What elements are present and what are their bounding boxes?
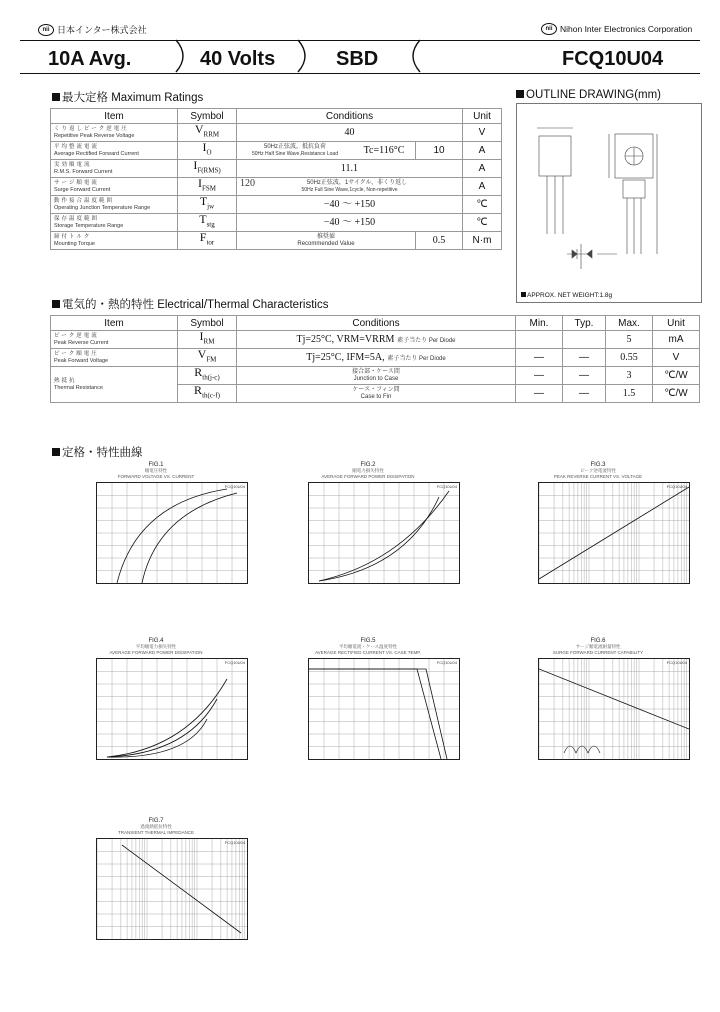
figure-title-jp: 平均順電力損失特性: [135, 644, 177, 649]
plot-grid: [539, 659, 689, 759]
curve-figure: [58, 462, 254, 584]
plot-grid: [309, 483, 459, 583]
figure-title-jp: 過渡熱抵抗特性: [140, 824, 172, 829]
table-row: くり返しピーク逆電圧 Repetitive Peak Reverse Voltage $V_{RRM}$ 40 V: [51, 124, 502, 142]
col-unit: Unit: [463, 109, 502, 124]
figure-label: FIG.1: [148, 462, 164, 468]
figure-plot: [538, 658, 690, 760]
max-ratings-title: 最大定格 Maximum Ratings: [52, 89, 203, 105]
table-row: 保存温度範囲 Storage Temperature Range $T_{stg}$ −40 ～ +150 ℃: [51, 214, 502, 232]
figure-plot: [308, 482, 460, 584]
figure-title-en: AVERAGE FORWARD POWER DISSIPATION: [109, 650, 203, 655]
figure-tag: FCQ10U04: [666, 484, 687, 489]
figure-label: FIG.5: [360, 638, 376, 644]
table-row: サージ順電流 Surge Forward Current $I_{FSM}$ 120 50Hz正弦波，1サイクル，非くり返し 50Hz Full Sine Wave,1cycle, Non-repetitive A: [51, 178, 502, 196]
figure-label: FIG.7: [148, 818, 164, 824]
figure-title-en: TRANSIENT THERMAL IMPEDANCE: [118, 830, 194, 835]
company-logo-left: [38, 23, 147, 36]
table-row: 動作接合温度範囲 Operating Junction Temperature Range $T_{jw}$ −40 ～ +150 ℃: [51, 196, 502, 214]
curve-figure: [270, 638, 466, 760]
figure-plot: [538, 482, 690, 584]
figure-plot: [96, 482, 248, 584]
device-type-text: SBD: [336, 48, 379, 70]
figure-title-en: FORWARD VOLTAGE VS. CURRENT: [117, 474, 195, 479]
figure-plot: [96, 658, 248, 760]
curve-figure: [270, 462, 466, 584]
curve-figure: [500, 638, 696, 760]
figure-title-jp: 平均順電流・ケース温度特性: [338, 644, 398, 649]
table-row: ピーク順電圧 Peak Forward Voltage $V_{FM}$ Tj=25°C, IFM=5A, 素子当たり Per Diode — — 0.55 V: [51, 349, 700, 367]
net-weight-text: APPROX. NET WEIGHT:1.8g: [521, 292, 612, 299]
company-name-en: Nihon Inter Electronics Corporation: [560, 24, 693, 34]
figure-tag: FCQ10U04: [224, 660, 245, 665]
curve-figure: [58, 638, 254, 760]
nii-logo-icon-right: nii: [541, 23, 557, 35]
plot-grid: [97, 483, 247, 583]
col-min: Min.: [516, 316, 563, 331]
table-row: 熱抵抗 Thermal Resistance $R_{th(j-c)}$ 接合部・ケース間 Junction to Case — — 3 ℃/W: [51, 367, 700, 385]
figure-title-jp: 順電圧特性: [144, 468, 168, 473]
plot-grid: [97, 659, 247, 759]
plot-grid: [539, 483, 689, 583]
col-max: Max.: [606, 316, 653, 331]
nii-logo-icon: nii: [38, 24, 54, 36]
voltage-text: 40 Volts: [200, 48, 276, 70]
figure-label: FIG.4: [148, 638, 164, 644]
figure-title-jp: ピーク逆電流特性: [580, 468, 616, 473]
part-number-text: FCQ10U04: [562, 48, 664, 70]
elec-title: 電気的・熱的特性 Electrical/Thermal Characteristics: [52, 296, 328, 312]
col-conditions: Conditions: [237, 316, 516, 331]
figure-tag: FCQ10U04: [666, 660, 687, 665]
package-drawing-icon: [517, 104, 701, 294]
plot-grid: [309, 659, 459, 759]
figure-title-en: PEAK REVERSE CURRENT VS. VOLTAGE: [553, 474, 643, 479]
table-row: 締付トルク Mounting Torque $F_{tor}$ 推奨値 Recommended Value 0.5 N·m: [51, 232, 502, 250]
table-row: 実効順電流 R.M.S. Forward Current $I_{F(RMS)}$ 11.1 A: [51, 160, 502, 178]
col-conditions: Conditions: [237, 109, 463, 124]
company-name-jp: 日本インター株式会社: [57, 25, 147, 35]
figure-label: FIG.6: [590, 638, 606, 644]
outline-drawing: [516, 103, 702, 303]
figure-title-en: AVERAGE RECTIFIED CURRENT VS. CASE TEMP.: [315, 650, 421, 655]
col-symbol: Symbol: [178, 316, 237, 331]
figure-label: FIG.2: [360, 462, 376, 468]
curves-title: 定格・特性曲線: [52, 444, 143, 460]
elec-table: [50, 315, 700, 403]
figure-label: FIG.3: [590, 462, 606, 468]
figure-title-en: SURGE FORWARD CURRENT CAPABILITY: [552, 650, 644, 655]
figure-title-en: AVERAGE FORWARD POWER DISSIPATION: [321, 474, 415, 479]
table-row: ピーク逆電流 Peak Reverse Current $I_{RM}$ Tj=25°C, VRM=VRRM 素子当たり Per Diode 5 mA: [51, 331, 700, 349]
curve-figure: [58, 818, 254, 940]
table-row: 平均整流電流 Average Rectified Forward Current $I_O$ 50Hz正弦波，抵抗負荷 50Hz Half Sine Wave,Resistance Load Tc=116°C 10 A: [51, 142, 502, 160]
plot-grid: [97, 839, 247, 939]
col-item: Item: [51, 109, 178, 124]
figure-tag: FCQ10U04: [224, 484, 245, 489]
outline-title: OUTLINE DRAWING(mm): [516, 89, 661, 101]
col-item: Item: [51, 316, 178, 331]
figure-title-jp: サージ順電流耐量特性: [575, 644, 621, 649]
figure-tag: FCQ10U04: [436, 660, 457, 665]
col-typ: Typ.: [563, 316, 606, 331]
figure-plot: [96, 838, 248, 940]
figure-tag: FCQ10U04: [436, 484, 457, 489]
max-ratings-table: [50, 108, 502, 250]
figure-plot: [308, 658, 460, 760]
figure-title-jp: 順電力損失特性: [352, 468, 384, 473]
figure-tag: FCQ10U04: [224, 840, 245, 845]
table-row: $R_{th(c-f)}$ ケース・フィン間 Case to Fin — — 1.5 ℃/W: [51, 385, 700, 403]
col-unit: Unit: [653, 316, 700, 331]
company-logo-right: [541, 23, 692, 35]
rating-text: 10A Avg.: [48, 48, 132, 70]
curve-figure: [500, 462, 696, 584]
col-symbol: Symbol: [178, 109, 237, 124]
